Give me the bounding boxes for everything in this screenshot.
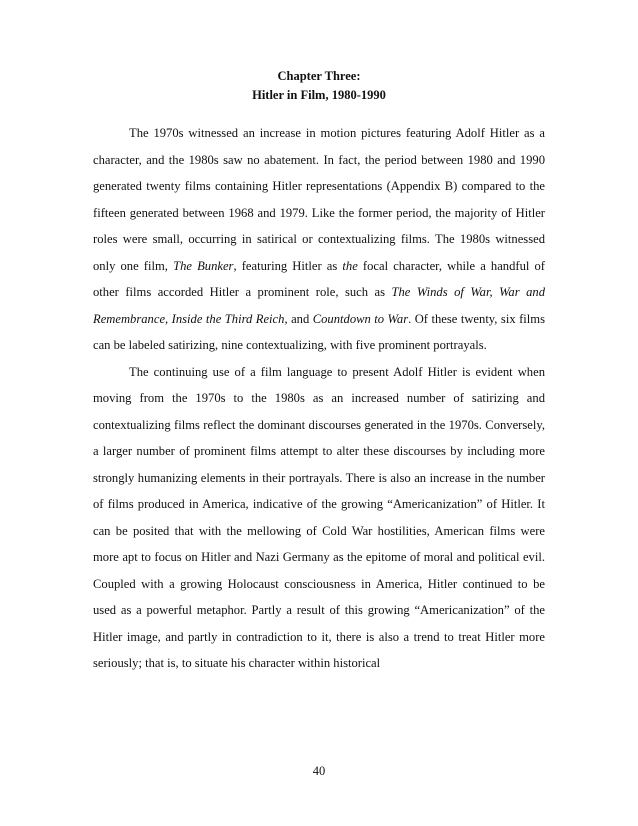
film-titles-winds-remembrance-reich: The Winds of War, War and Remembrance, Inside the Third Reich,	[93, 285, 545, 326]
chapter-title-heading: Hitler in Film, 1980-1990	[252, 88, 386, 102]
emphasis-the: the	[342, 258, 358, 273]
paragraph-1-text-c: focal character, while a handful of other films accorded Hitler a prominent role, such as	[93, 258, 546, 299]
film-title-the-bunker: The Bunker	[173, 258, 234, 273]
paragraph-1-text-a: The 1970s witnessed an increase in motion pictures featuring Adolf Hitler as a character, and the 1980s saw no abatement. In fact, the period between 1980 and 1990 generated twenty films containing Hitler representations (Appendix B) compared to the fifteen generated between 1968 and 1979. Like the former period, the majority of Hitler roles were small, occurring in satirical or contextualizing films. The 1980s witnessed only one film,	[93, 126, 545, 273]
paragraph-1	[93, 120, 545, 359]
page-number: 40	[312, 764, 326, 778]
chapter-number-heading: Chapter Three:	[277, 69, 361, 83]
body-text	[93, 120, 545, 677]
paragraph-1-text-d: and	[287, 311, 313, 326]
paragraph-2: The continuing use of a film language to present Adolf Hitler is evident when moving from the 1970s to the 1980s as an increased number of satirizing and contextualizing films reflect the dominant discourses generated in the 1970s. Conversely, a larger number of prominent films attempt to alter these discourses by including more strongly humanizing elements in their portrayals. There is also an increase in the number of films produced in America, indicative of the growing “Americanization” of Hitler. It can be posited that with the mellowing of Cold War hostilities, American films were more apt to focus on Hitler and Nazi Germany as the epitome of moral and political evil. Coupled with a growing Holocaust consciousness in America, Hitler continued to be used as a powerful metaphor. Partly a result of this growing “Americanization” of the Hitler image, and partly in contradiction to it, there is also a trend to treat Hitler more seriously; that is, to situate his character within historical	[93, 364, 545, 670]
film-title-countdown-to-war: Countdown to War	[312, 311, 409, 326]
paragraph-1-text-b: , featuring Hitler as	[233, 258, 343, 273]
paragraph-1-text-e: . Of these twenty, six films can be labeled satirizing, nine contextualizing, with five prominent portrayals.	[93, 311, 545, 352]
